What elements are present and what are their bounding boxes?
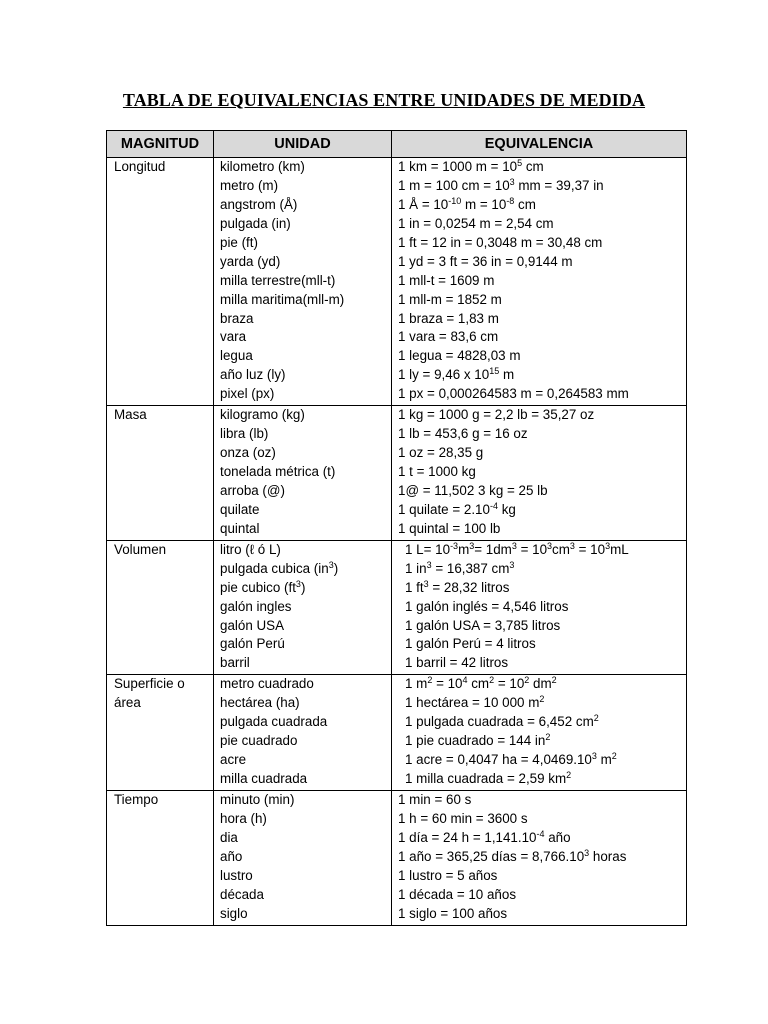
unidad-item: milla terrestre(mll-t) <box>220 272 336 288</box>
equivalencia-item: 1 pulgada cuadrada = 6,452 $cm^2$ <box>405 713 599 730</box>
equivalencia-item: 1 km = 1000 $m = 10^5$ cm <box>398 158 544 174</box>
unidad-cell <box>214 540 392 675</box>
unidad-item: pie cubico $(ft^3)$ <box>220 578 306 595</box>
unidad-item: metro cuadrado <box>220 676 314 692</box>
unidad-item: pulgada cuadrada <box>220 714 328 730</box>
equivalencia-item: 1 legua = 4828,03 m <box>398 348 521 364</box>
equivalencia-item: 1 galón USA = 3,785 litros <box>405 617 561 633</box>
unidad-item: yarda (yd) <box>220 253 281 269</box>
equivalencia-item: 1 lustro = 5 años <box>398 867 498 883</box>
equivalencia-item: 1 ft = 12 in = 0,3048 m = 30,48 cm <box>398 234 603 250</box>
table-row <box>107 540 687 675</box>
equivalencia-item: 1 quintal = 100 lb <box>398 520 501 536</box>
unidad-item: barril <box>220 655 250 671</box>
page-title: TABLA DE EQUIVALENCIAS ENTRE UNIDADES DE MEDIDA <box>122 90 646 110</box>
unidad-item: quilate <box>220 501 260 517</box>
equivalencia-item: 1 mll-t = 1609 m <box>398 272 495 288</box>
unidad-item: kilometro (km) <box>220 159 305 174</box>
unidad-item: angstrom (Å) <box>220 196 298 212</box>
table-row <box>107 158 687 406</box>
unidad-item: pixel (px) <box>220 386 275 402</box>
unidad-item: libra (lb) <box>220 426 269 442</box>
equivalencia-item: 1 $ft^3 = 28,32$ litros <box>405 578 510 595</box>
magnitud-cell: Longitud <box>107 158 214 406</box>
equivalencia-item: 1 siglo = 100 años <box>398 905 508 921</box>
unidad-item: milla cuadrada <box>220 771 308 786</box>
magnitud-cell: Superficie o área <box>107 675 214 791</box>
equivalencia-item: 1 galón inglés = 4,546 litros <box>405 598 569 614</box>
equivalencia-item: 1 mll-m = 1852 m <box>398 291 502 307</box>
unidad-cell <box>214 406 392 541</box>
unidad-item: década <box>220 886 264 902</box>
unidad-item: siglo <box>220 905 248 921</box>
equivalencia-item: 1 m = 100 cm = $10^3$ mm = 39,37 in <box>398 176 604 193</box>
unidad-item: onza (oz) <box>220 445 276 461</box>
magnitud-cell: Masa <box>107 406 214 541</box>
unidad-item: galón Perú <box>220 636 285 652</box>
unidad-cell <box>214 675 392 791</box>
header-unidad: UNIDAD <box>214 131 392 158</box>
unidad-item: arroba (@) <box>220 482 285 498</box>
equivalencia-item: 1 yd = 3 ft = 36 in = 0,9144 m <box>398 253 573 269</box>
equivalencia-item: 1 vara = 83,6 cm <box>398 329 499 345</box>
unidad-item: minuto (min) <box>220 791 295 807</box>
unidad-item: legua <box>220 348 253 364</box>
unidad-item: pulgada cubica $(in^3)$ <box>220 559 339 576</box>
equivalencia-cell <box>392 158 687 406</box>
header-magnitud: MAGNITUD <box>107 131 214 158</box>
equivalencia-item: 1 $L= 10^{-3}m^3= 1dm^3 = 10^3cm^3 = 10^3mL$ <box>405 540 629 557</box>
equivalences-table <box>106 130 687 926</box>
header-equivalencia: EQUIVALENCIA <box>392 131 687 158</box>
magnitud-cell: Tiempo <box>107 790 214 925</box>
table-row <box>107 790 687 925</box>
unidad-item: acre <box>220 752 247 768</box>
table-header-row <box>107 131 687 158</box>
unidad-item: milla maritima(mll-m) <box>220 291 345 307</box>
unidad-cell <box>214 790 392 925</box>
unidad-item: año luz (ly) <box>220 367 286 383</box>
equivalencia-cell <box>392 675 687 791</box>
equivalencia-item: 1 década = 10 años <box>398 886 517 902</box>
unidad-item: vara <box>220 329 247 345</box>
unidad-item: braza <box>220 310 254 326</box>
unidad-item: metro (m) <box>220 177 279 193</box>
equivalencia-item: 1 $in^3 = 16,387$ $cm^3$ <box>405 559 515 576</box>
equivalencia-item: 1 t = 1000 kg <box>398 464 476 479</box>
equivalencia-item: 1 día = 24 $h = 1,141.10^{-4}$ año <box>398 828 571 845</box>
unidad-item: litro (ℓ ó L) <box>220 541 281 557</box>
unidad-item: quintal <box>220 520 260 536</box>
equivalencia-item: 1 ly = 9,46 x $10^{15}$ m <box>398 366 515 383</box>
equivalencia-item: 1 kg = 1000 g = 2,2 lb = 35,27 oz <box>398 407 595 423</box>
equivalencia-item: 1 h = 60 min = 3600 s <box>398 810 528 826</box>
equivalencia-item: 1 acre = 0,4047 ha = $4,0469.10^3$ $m^2$ <box>405 751 617 768</box>
table-row <box>107 406 687 541</box>
equivalencia-item: 1 in = 0,0254 m = 2,54 cm <box>398 215 554 231</box>
equivalencia-item: 1 lb = 453,6 g = 16 oz <box>398 426 528 442</box>
equivalencia-item: 1 oz = 28,35 g <box>398 445 484 461</box>
unidad-item: tonelada métrica (t) <box>220 464 336 479</box>
table-row <box>107 675 687 791</box>
equivalencia-item: 1 galón Perú = 4 litros <box>405 636 536 652</box>
equivalencia-item: 1 milla cuadrada = 2,59 $km^2$ <box>405 770 572 786</box>
equivalencia-item: 1 $m^2 = 10^4$ $cm^2 = 10^2$ $dm^2$ <box>405 675 557 692</box>
unidad-item: dia <box>220 829 238 845</box>
equivalencia-cell <box>392 406 687 541</box>
equivalencia-item: 1 braza = 1,83 m <box>398 310 499 326</box>
equivalencia-cell <box>392 540 687 675</box>
equivalencia-item: 1 px = 0,000264583 m = 0,264583 mm <box>398 386 629 402</box>
unidad-item: pie (ft) <box>220 234 258 250</box>
unidad-item: pie cuadrado <box>220 733 298 749</box>
unidad-item: hectárea (ha) <box>220 695 300 711</box>
equivalencia-item: 1 año = 365,25 días = $8,766.10^3$ horas <box>398 847 627 864</box>
magnitud-cell: Volumen <box>107 540 214 675</box>
unidad-item: año <box>220 848 243 864</box>
equivalencia-item: 1 pie cuadrado = 144 $in^2$ <box>405 732 551 749</box>
unidad-cell <box>214 158 392 406</box>
equivalencia-item: 1 hectárea = 10 000 $m^2$ <box>405 694 545 711</box>
unidad-item: galón ingles <box>220 598 292 614</box>
equivalencia-item: 1 Å = $10^{-10}$ $m = 10^{-8}$ cm <box>398 195 536 212</box>
equivalencia-item: 1@ = 11,502 3 kg = 25 lb <box>398 482 548 498</box>
equivalencia-item: 1 min = 60 s <box>398 791 472 807</box>
equivalencia-item: 1 barril = 42 litros <box>405 655 509 671</box>
equivalencia-item: 1 quilate = $2.10^{-4}$ kg <box>398 500 516 517</box>
unidad-item: lustro <box>220 867 253 883</box>
unidad-item: hora (h) <box>220 810 267 826</box>
unidad-item: galón USA <box>220 617 285 633</box>
equivalencia-cell <box>392 790 687 925</box>
unidad-item: kilogramo (kg) <box>220 407 305 423</box>
unidad-item: pulgada (in) <box>220 215 291 231</box>
